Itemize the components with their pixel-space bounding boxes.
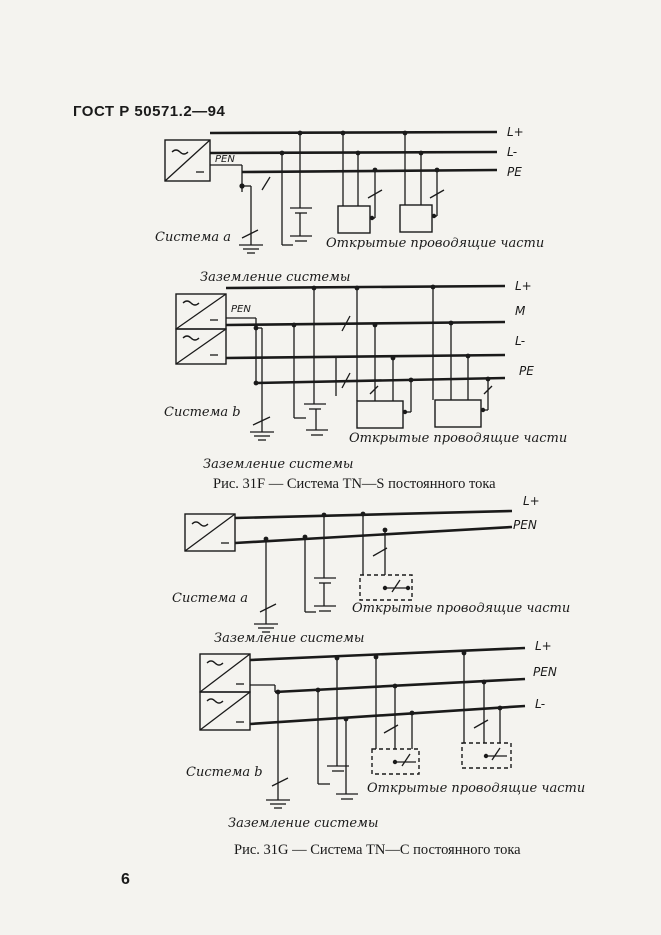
earthing-label: Заземление системы bbox=[203, 457, 354, 472]
line-L-plus bbox=[250, 648, 525, 660]
line-L-plus bbox=[226, 286, 505, 288]
system-label-b: Система b bbox=[164, 405, 241, 420]
diagram-31f-a bbox=[155, 125, 544, 285]
label-L-minus: L- bbox=[515, 334, 526, 348]
exposed-parts-label: Открытые проводящие части bbox=[352, 601, 571, 616]
document-header: ГОСТ Р 50571.2—94 bbox=[73, 103, 226, 120]
diagram-31g-a bbox=[172, 494, 570, 646]
line-L-minus bbox=[210, 152, 497, 153]
label-L-plus: L+ bbox=[535, 639, 552, 653]
line-M bbox=[226, 322, 505, 325]
exposed-part-1 bbox=[338, 206, 370, 233]
label-L-plus: L+ bbox=[507, 125, 524, 139]
figure-caption-31f: Рис. 31F — Система TN—S постоянного тока bbox=[213, 476, 496, 492]
label-L-plus: L+ bbox=[523, 494, 540, 508]
earthing-label: Заземление системы bbox=[228, 816, 379, 831]
label-PE: PE bbox=[519, 364, 534, 378]
system-label-a: Система a bbox=[172, 591, 249, 606]
line-PEN bbox=[275, 679, 525, 692]
label-PE: PE bbox=[507, 165, 522, 179]
system-label-b: Система b bbox=[186, 765, 263, 780]
label-PEN: PEN bbox=[533, 665, 557, 679]
earthing-label: Заземление системы bbox=[200, 270, 351, 285]
label-PEN: PEN bbox=[231, 304, 251, 315]
exposed-parts-label: Открытые проводящие части bbox=[349, 431, 568, 446]
line-L-plus bbox=[210, 132, 497, 133]
label-M: M bbox=[515, 304, 526, 318]
system-label-a: Система a bbox=[155, 230, 232, 245]
line-PEN bbox=[235, 527, 512, 543]
exposed-part-1 bbox=[357, 401, 403, 428]
label-L-minus: L- bbox=[507, 145, 518, 159]
label-L-minus: L- bbox=[535, 697, 546, 711]
label-L-plus: L+ bbox=[515, 279, 532, 293]
figure-caption-31g: Рис. 31G — Система TN—C постоянного тока bbox=[234, 842, 521, 858]
label-PEN: PEN bbox=[513, 518, 537, 532]
diagram-31f-b bbox=[164, 279, 567, 472]
line-L-plus bbox=[235, 511, 512, 518]
exposed-part-2 bbox=[435, 400, 481, 427]
diagram-31g-b bbox=[186, 639, 585, 831]
exposed-parts-label: Открытые проводящие части bbox=[326, 236, 545, 251]
page-number: 6 bbox=[121, 871, 130, 888]
line-PE bbox=[242, 170, 497, 172]
exposed-part-2 bbox=[400, 205, 432, 232]
earthing-label: Заземление системы bbox=[214, 631, 365, 646]
exposed-parts-label: Открытые проводящие части bbox=[367, 781, 586, 796]
line-L-minus bbox=[226, 355, 505, 358]
label-PEN: PEN bbox=[215, 154, 235, 165]
